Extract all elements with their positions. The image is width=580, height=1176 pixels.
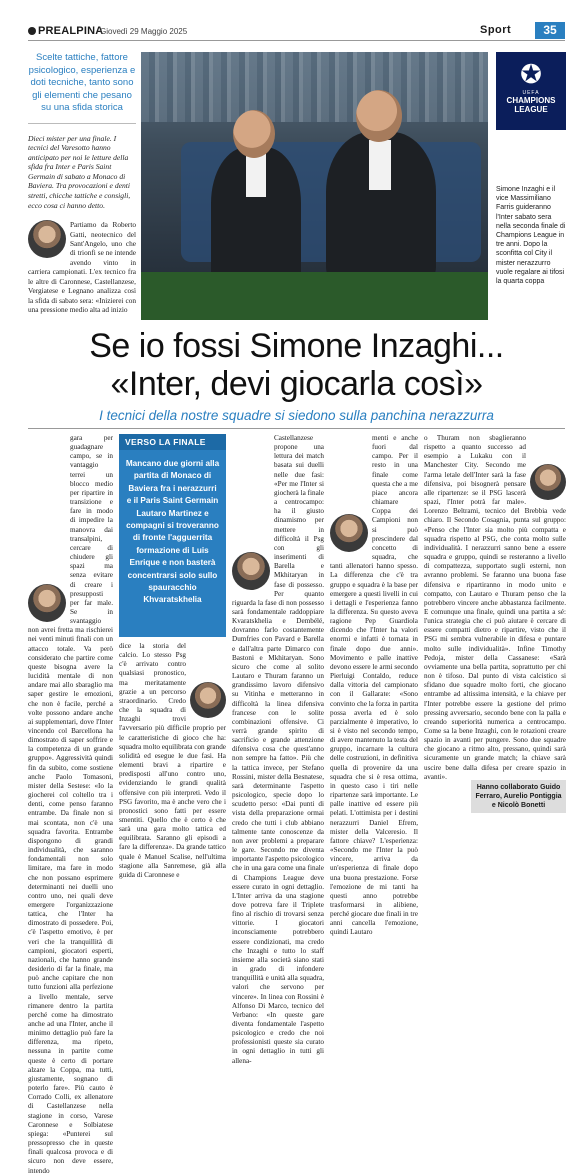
assistant-shirt [369, 140, 391, 190]
assistant-head [356, 90, 402, 142]
brand-logo-icon [28, 27, 36, 35]
coach-portrait-icon [330, 514, 368, 552]
intro-body: Partiamo da Roberto Gatti, neotecnico del Sant'Angelo, uno che di trionfi se ne intende avendo vinto in carriera campionati. L'ex tecnico fra le altre di Caronnese, Castellanzese, Vergiatese e Legnano analizza così la sfida di sabato sera: «Inizierei con una pressione medio alta ad inizio [28, 220, 136, 314]
subheadline: I tecnici della nostre squadre si siedono sulla panchina nerazzurra [99, 408, 494, 423]
intro-caption: Dieci mister per una finale. I tecnici del Varesotto hanno anticipato per noi le letture della sfida fra Inter e Paris Saint Germain di sabato a Monaco di Baviera. Tra provocazioni e denti stretti, chicche tattiche e consigli, ecco cosa ci hanno detto. [28, 133, 131, 210]
headline: Se io fossi Simone Inzaghi... «Inter, devi giocarla così» [89, 327, 504, 403]
sidebar-box [119, 434, 226, 637]
lead-divider [28, 123, 136, 124]
subhead-divider [28, 428, 565, 429]
credits-box: Hanno collaborato Guido Ferraro, Aurelio Pontiggia e Nicolò Bonetti [471, 780, 566, 813]
section-label: Sport [480, 24, 512, 36]
page-number: 35 [535, 22, 565, 39]
starball-icon: ✪ [520, 59, 542, 89]
article-column-3: Castellanzese propone una lettura dei match basata sui duelli nelle due fasi: «Per me l'Inter si giocherà la finale a centrocampo: ha il giusto dinamismo per mettere in difficoltà il Psg con gli inserimenti di Barella e Mkhitaryan in fase di possesso. Per quanto riguarda la fase di non possesso sarà fondamentale raddoppiare Kvaratskhelia e Dembélé, dovranno farlo costantemente Dumfries con Pavard e Barella e dall'altra parte Dimarco con Bastoni e Mkhitaryan. Sono sicuro che come al solito Lautaro e Thuram faranno un grandissimo lavoro difensivo su Vitinha e metteranno in difficoltà la linea difensiva francese con le solite combinazioni offensive. Ci verrà grande spirito di sacrificio e grande attenzione difensiva cosa che quest'anno non sempre ha fatto». Più che la tattica invece, per Stefano Rossini, mister della Besnatese, sarà determinante l'aspetto psicologico, specie dopo lo scudetto perso: «Dai punti di vista della preparazione ormai credo che tutti i club abbiano talmente tante conoscenze da non aver problemi a preparare le gare. Secondo me diventa importante l'aspetto psicologico che in una gara come una finale di Champions League deve essere curato in ogni dettaglio. L'Inter arriva da una stagione dove potreva fare il Triplete fino al rischio di trovarsi senza vittorie. I giocatori inconsciamente potrebbero essere condizionati, ma credo che Inzaghi e tutto lo staff insieme alla società siano stati in grado di infondere tranquillità e unità alla squadra, valori che servono per vincere». In linea con Rossini è Alfonso Di Marco, tecnico del Verbano: «In queste gare diventa fondamentale l'aspetto psicologico e credo che noi professionisti queste sia curato in ogni dettaglio in tutti gli allena- [232, 434, 324, 1065]
coach-portrait-icon [28, 584, 66, 622]
sidebar-text: Mancano due giorni alla partita di Monaco di Baviera fra i nerazzurri e il Paris Saint Germain Lautaro Martinez e compagni si troveranno di fronte l'agguerrita formazione di Luis Enrique e non basterà concentrarsi solo sullo spauracchio Khvaratskhelia [125, 459, 220, 605]
photo-caption: Simone Inzaghi e il vice Massimiliano Farris guideranno l'Inter sabato sera nella seconda finale di Champions League in tre anni. Dopo la sconfitta col City il mister nerazzurro vuole regalare ai tifosi la quarta coppa [496, 186, 566, 286]
coach-shirt [246, 152, 266, 197]
pitch-ground [141, 272, 488, 320]
lead-text: Scelte tattiche, fattore psicologico, esperienza e doti tecniche, tanto sono gli elementi che pesano su una sfida storica [28, 52, 136, 113]
article-column-5: o Thuram non sbaglieranno rispetto a quanto successo ad esempio a Lukaku con il Manchester City. Secondo me l'arma letale dell'Inter sarà la fase difensiva, poi bisognerà pensare alle ripartenze: se il PSG lascerà spazi, l'Inter potrà far male». Lorenzo Beltrami, tecnico del Brebbia vede chiaro. Il Secondo Cosagnia, punta sul gruppo: «Penso che l'Inter sia molto più compatta e squadra rispetto al PSG, che conta molto sulle individualità. I nerazzurri sanno bene a essere squadra e gruppo, quindi se resteranno a livello di compattezza, supportato sugli esterni, non avranno problemi. Se faranno una buona fase difensiva e ripartiranno in modo unito e compatto, con Lautaro e Thuram penso che la potrebbero vincere anche abbastanza facilmente. E comunque una finale, quindi una partita a sé: l'unica strategia che ci può aiutare è cercare di essere compatti dietro e ripartire, visto che il PSG mi sembra vulnerabile in difesa e puntare molto sulle individualità». Infine Timothy Pedoja, mister della Cassanese: «Sarà ovviamente una bella partita, soprattutto per chi non è tifoso. Dal punto di vista calcistico si sfidano due squadre molto forti, che giocano entrambe ad altissima intensità, e la chiave per l'Inter potrebbe essere la gestione del primo pressing avversario, secondo bene con la palla e creando superiorità numerica a centrocampo. Come sa la bene Inzaghi, con le rotazioni creare spazio in avanti per pungere. Sono due squadre che giocano a ritmo alto, pressano, quindi sarà sicuramente un grande match; la chiave sarà uscire bene dalla difesa per creare spazio in avanti». [424, 434, 566, 781]
header-divider [28, 40, 565, 41]
coach-portrait-icon [190, 682, 226, 718]
issue-date: Giovedì 29 Maggio 2025 [100, 27, 188, 36]
main-photo [141, 52, 488, 320]
masthead-brand: PREALPINA [28, 25, 103, 37]
page-header [0, 0, 580, 44]
champions-league-badge: ✪ UEFA CHAMPIONS LEAGUE [496, 52, 566, 130]
coach-portrait-icon [232, 552, 270, 590]
sidebar-title: VERSO LA FINALE [119, 434, 226, 450]
article-column-1: gara per guadagnare campo, se in vantaggio terrei un blocco medio per ripartire in transizione e fare in modo di impedire la manovra dai transalpini, cercare di chiudere gli spazi ma senza evitare di creare i presupposti per far male. Se in svantaggio non avrei fretta ma rischierei nei venti minuti finali con un attacco totale. Va però considerato che partire come queste bisogna avere la lucidità mentale di non andare mai allo sbaraglio ma saper gestire le emozioni, che non è facile, perché a volte possono andare anche ai supplementari, dove l'Inter vincendo col Barcellona ha dimostrato di saper soffrire e la competenza di un grande gruppo». Aggressività quindi fin da subito, come sostiene anche Paolo Tomasoni, mister della Sestese: «Io la giocherei col coltello tra i denti, come penso faranno entrambe. Da finale non si mai scontata, non c'è una squadra favorita. Entrambe dispongono di grandi individualità, che saranno fondamentali non solo limitare, ma fare in modo che non possano esprimere determinanti nei duelli uno contro uno, nei quali deve emergere l'organizzazione tattica, che l'Inter ha dimostrato di possedere. Poi, c'è l'aspetto emotivo, è per veri che la tranquillità di campioni, giocatori esperti, nazionali, che hanno grande desiderio di far la finale, ma può anche capitare che non tutto funzioni alla perfezione a livello mentale, serve rimanere dentro la partita perché come ha dimostrato anche ad una l'Inter, anche il minimo dettaglio può fare la differenza, ma ripeto, nessuna in partite come queste è certo di portare alzare la Coppa, ma tutti, giustamente, sognano di poterlo fare». Più cauto è Corrado Colli, ex allenatore di Castellanzese nella stagione in corso, Varese Caronnese e Solbiatese spiega: «Punterei sul pressopresso che in queste finali qualcosa provoca e di sicuro non deve essere, intendo [28, 434, 113, 1175]
article-column-4: menti e anche fuori dal campo. Per il resto in una finale come questa che a me piace ancora chiamare Coppa dei Campioni non si può prescindere dal concetto di squadra, che tanti allenatori hanno spesso. La differenza che c'è tra gruppo e squadra è la base per emergere a questi livelli in cui i dettagli e l'esperienza fanno la differenza. Su questo aveva ragione Pep Guardiola dicendo che l'Inter ha valori enormi e infatti è tornata in finale dopo due anni». Movimento e palle inattive devono essere le armi secondo Pierluigi Contaldo, reduce dalla vittoria del campionato con il Gallarate: «Sono convinto che la forza in partita possa averla ed è solo parzialmente è imperativo, lo si è visto nel secondo tempo, di avere mantenuto la testa del gruppo, incarnare la cultura delle costruzioni, in definitiva quella di provenire da una squadra che si è resa ottima, in questo caso i tiri nelle ripartenze sarà importante. Le palle inattive ed essere più pelati. L'ottimista per i destini nerazzurri Daniel Efrem, mister della Valceresio. Il fattore chiave? L'esperienza: «Secondo me l'Inter la può vincere, arriva da un'esperienza di finale dopo una buona prestazione. Forse l'emozione de mi tanti ha questi anno potrebbe trasformarsi in alibiene, perché giocare due finali in tre anni cancella l'emozione, quindi Lautaro [330, 434, 419, 937]
coach-portrait-icon [530, 464, 566, 500]
coach-portrait-icon [28, 220, 66, 258]
crowd-background [141, 52, 488, 122]
intro-column [28, 52, 136, 314]
article-column-2: dice la storia del calcio. Lo stesso Psg c'è arrivato contro qualsiasi pronostico, ma meritatamente grazie a un percorso straordinario. Credo che la squadra di Inzaghi trovi l'avversario più difficile proprio per le caratteristiche di gioco che ha: squadra molto equilibrata con grande solidità ed esegue le due fasi. Ha elementi bravi a ripartire e predisposti all'uno contro uno, evidenziando le grandi qualità offensive con più interpreti. Vedo il PSG favorito, ma è anche vero che i pronostici sono fatti per essere smentiti. Quello che è certo è che sarà una gara molto tattica ed equilibrata. Saranno gli episodi a fare la differenza». Da grande tattico quale è Manuel Scalise, nell'ultima stagione alla Sanremese, già alla guida di Caronnese e [119, 642, 226, 879]
coach-head [233, 110, 275, 158]
